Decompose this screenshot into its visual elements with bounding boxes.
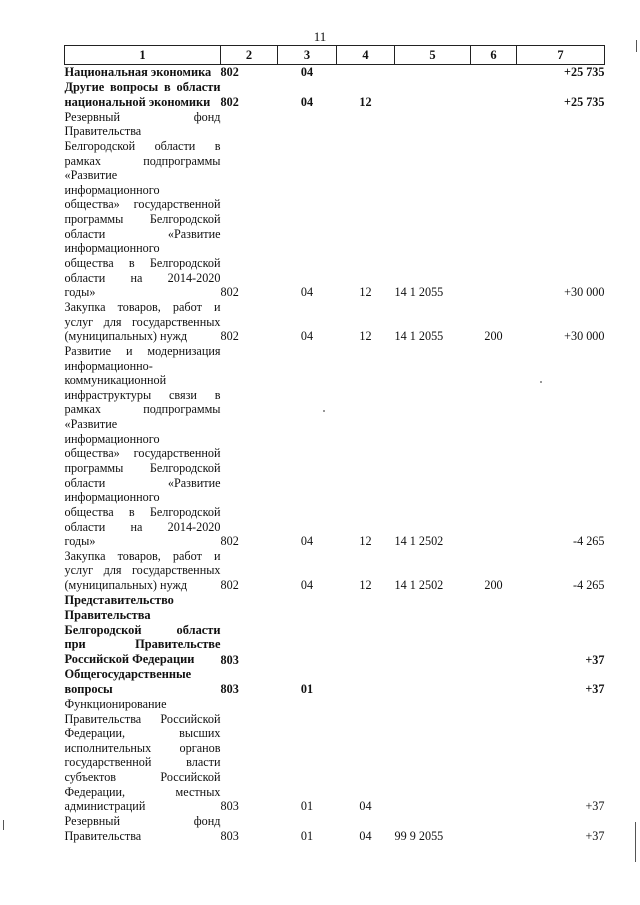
item-name-line: Российской Федерации xyxy=(64,652,195,667)
budget-table xyxy=(64,45,605,843)
item-name-line: Белгородской области в xyxy=(64,138,221,153)
section-code: 04 xyxy=(300,285,314,300)
expense-type xyxy=(471,667,517,697)
subsection-code xyxy=(337,593,395,667)
item-name xyxy=(65,593,221,667)
scan-dot xyxy=(323,410,325,412)
subsection-code: 12 xyxy=(359,94,372,109)
item-name-line: исполнительных органов xyxy=(64,740,221,755)
item-name-line: общества в Белгородской xyxy=(64,504,221,519)
subsection-code: 12 xyxy=(359,534,372,549)
table-header-row xyxy=(65,46,605,65)
target-article: 14 1 2502 xyxy=(394,578,444,593)
item-name-line: национальной экономики xyxy=(64,94,211,109)
item-name-line: Правительства xyxy=(64,124,142,139)
target-article: 99 9 2055 xyxy=(394,828,444,843)
header-col-5: 5 xyxy=(395,46,471,65)
table-row xyxy=(65,549,605,593)
target-article xyxy=(395,697,471,814)
expense-type: 200 xyxy=(484,329,503,344)
item-name-line: (муниципальных) нужд xyxy=(64,329,188,344)
table-row xyxy=(65,667,605,697)
table-row xyxy=(65,814,605,843)
item-name-line: области «Развитие xyxy=(64,475,221,490)
item-name-line: Федерации, высших xyxy=(64,726,221,741)
item-name xyxy=(65,697,221,814)
table-row xyxy=(65,697,605,814)
budget-code: 802 xyxy=(220,578,239,593)
target-article: 14 1 2502 xyxy=(394,534,444,549)
item-name-line: информационного xyxy=(64,182,160,197)
section-code: 04 xyxy=(300,578,314,593)
item-name-line: Функционирование xyxy=(64,696,167,711)
section-code: 04 xyxy=(300,534,314,549)
item-name-line: Правительства xyxy=(64,828,142,843)
table-row xyxy=(65,344,605,549)
table-body xyxy=(65,65,605,844)
item-name-line: государственной власти xyxy=(64,755,221,770)
item-name xyxy=(65,65,221,80)
section-code: 01 xyxy=(300,828,314,843)
table-row xyxy=(65,593,605,667)
item-name-line: услуг для государственных xyxy=(64,314,221,329)
expense-type xyxy=(471,65,517,80)
item-name-line: Представительство xyxy=(64,592,174,607)
target-article: 14 1 2055 xyxy=(394,329,444,344)
target-article xyxy=(395,593,471,667)
item-name-line: общества» государственной xyxy=(64,197,221,212)
page-number: 11 xyxy=(313,29,327,44)
expense-type xyxy=(471,593,517,667)
amount: +25 735 xyxy=(564,94,605,109)
item-name-line: рамках подпрограммы xyxy=(64,153,221,168)
expense-type: 200 xyxy=(484,578,503,593)
amount: +37 xyxy=(585,828,605,843)
item-name-line: услуг для государственных xyxy=(64,563,221,578)
item-name-line: Закупка товаров, работ и xyxy=(64,299,221,314)
subsection-code: 12 xyxy=(359,578,372,593)
expense-type xyxy=(471,344,517,549)
item-name-line: «Развитие xyxy=(64,168,118,183)
header-col-6: 6 xyxy=(471,46,517,65)
budget-code: 802 xyxy=(220,94,239,109)
item-name-line: области «Развитие xyxy=(64,226,221,241)
target-article: 14 1 2055 xyxy=(394,285,444,300)
item-name-line: рамках подпрограммы xyxy=(64,402,221,417)
header-col-4: 4 xyxy=(337,46,395,65)
section-code: 04 xyxy=(300,94,314,109)
target-article xyxy=(395,65,471,80)
subsection-code: 04 xyxy=(359,828,372,843)
amount: +30 000 xyxy=(564,329,605,344)
expense-type xyxy=(471,110,517,300)
item-name-line: Закупка товаров, работ и xyxy=(64,548,221,563)
item-name-line: информационного xyxy=(64,490,160,505)
item-name-line: программы Белгородской xyxy=(64,212,221,227)
section-code: 01 xyxy=(300,682,314,697)
subsection-code xyxy=(337,65,395,80)
table-row xyxy=(65,300,605,344)
header-col-2: 2 xyxy=(221,46,278,65)
section-code xyxy=(278,593,337,667)
expense-type xyxy=(471,814,517,843)
item-name-line: информационно- xyxy=(64,358,153,373)
item-name-line: программы Белгородской xyxy=(64,461,221,475)
header-col-3: 3 xyxy=(278,46,337,65)
amount: +37 xyxy=(585,682,605,697)
header-col-1: 1 xyxy=(65,46,221,65)
amount: +37 xyxy=(585,799,605,814)
subsection-code xyxy=(337,667,395,697)
item-name-line: вопросы xyxy=(64,682,113,697)
item-name-line: информационного xyxy=(64,431,160,446)
item-name-line: при Правительстве xyxy=(64,637,221,652)
item-name-line: Развитие и модернизация xyxy=(64,343,221,358)
item-name-line: Резервный фонд xyxy=(64,814,221,829)
budget-code: 802 xyxy=(220,329,239,344)
item-name-line: Другие вопросы в области xyxy=(64,79,221,94)
budget-code: 803 xyxy=(220,828,239,843)
item-name-line: Национальная экономика xyxy=(64,65,212,79)
item-name-line: годы» xyxy=(64,534,96,549)
item-name-line: общества» государственной xyxy=(64,446,221,461)
item-name-line: годы» xyxy=(64,285,96,300)
item-name xyxy=(65,814,221,843)
section-code: 04 xyxy=(300,65,314,80)
section-code: 04 xyxy=(300,329,314,344)
budget-code: 803 xyxy=(220,682,239,697)
scan-edge-mark xyxy=(635,822,636,862)
item-name-line: области на 2014-2020 xyxy=(64,270,221,285)
item-name xyxy=(65,549,221,593)
amount: -4 265 xyxy=(573,534,605,549)
subsection-code: 12 xyxy=(359,285,372,300)
item-name xyxy=(65,300,221,344)
item-name-line: Правительства Российской xyxy=(64,711,221,726)
item-name-line: Резервный фонд xyxy=(64,109,221,124)
budget-code: 802 xyxy=(220,534,239,549)
budget-code: 802 xyxy=(220,65,239,80)
target-article xyxy=(395,80,471,110)
budget-code: 803 xyxy=(220,799,239,814)
budget-code: 802 xyxy=(220,285,239,300)
header-col-7: 7 xyxy=(517,46,605,65)
item-name-line: Белгородской области xyxy=(64,622,221,637)
amount: +25 735 xyxy=(564,65,605,80)
item-name xyxy=(65,344,221,549)
item-name-line: субъектов Российской xyxy=(64,770,221,785)
item-name-line: информационного xyxy=(64,241,160,256)
amount: -4 265 xyxy=(573,578,605,593)
subsection-code: 12 xyxy=(359,329,372,344)
section-code: 01 xyxy=(300,799,314,814)
budget-code: 803 xyxy=(220,652,239,667)
scan-dot xyxy=(540,381,542,383)
item-name xyxy=(65,667,221,697)
item-name-line: (муниципальных) нужд xyxy=(64,578,188,593)
scan-edge-mark xyxy=(636,40,637,52)
target-article xyxy=(395,667,471,697)
table-row xyxy=(65,65,605,80)
scan-edge-mark xyxy=(3,820,4,830)
item-name xyxy=(65,110,221,300)
item-name xyxy=(65,80,221,110)
table-row xyxy=(65,110,605,300)
item-name-line: «Развитие xyxy=(64,417,118,432)
table-row xyxy=(65,80,605,110)
item-name-line: области на 2014-2020 xyxy=(64,519,221,534)
item-name-line: коммуникационной xyxy=(64,373,167,388)
item-name-line: инфраструктуры связи в xyxy=(64,387,221,402)
expense-type xyxy=(471,697,517,814)
item-name-line: Федерации, местных xyxy=(64,784,221,799)
item-name-line: Общегосударственные xyxy=(64,667,192,682)
amount: +30 000 xyxy=(564,285,605,300)
item-name-line: администраций xyxy=(64,799,146,814)
item-name-line: Правительства xyxy=(64,607,151,622)
item-name-line: общества в Белгородской xyxy=(64,256,221,271)
subsection-code: 04 xyxy=(359,799,372,814)
amount: +37 xyxy=(585,652,605,667)
expense-type xyxy=(471,80,517,110)
